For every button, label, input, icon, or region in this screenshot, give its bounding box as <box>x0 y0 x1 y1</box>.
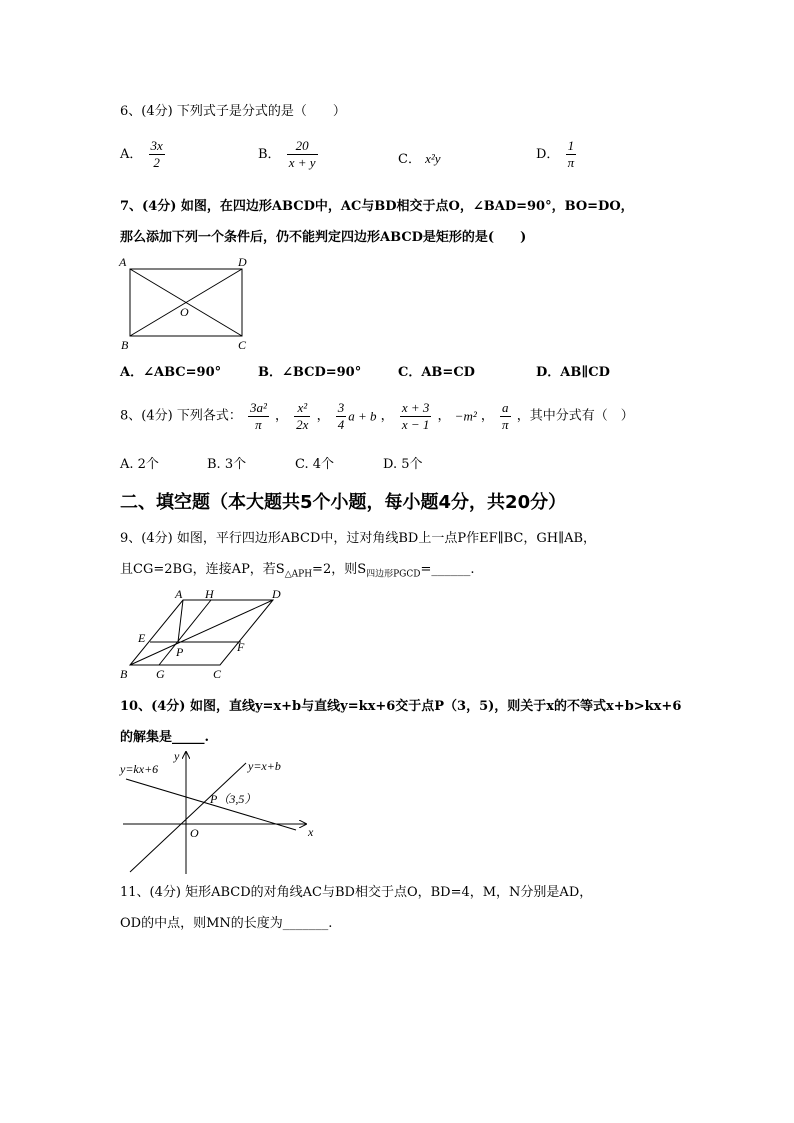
option-label: A． <box>120 147 143 162</box>
q8-option-c[interactable]: C. 4个 <box>295 457 335 472</box>
line-label-x-plus-b: y=x+b <box>248 759 281 773</box>
origin-label: O <box>190 826 199 840</box>
point-p-label: P（3,5） <box>210 792 257 806</box>
option-label: B． <box>258 147 281 162</box>
segment-gh <box>159 600 211 665</box>
option-label: C． <box>398 152 421 167</box>
q7-option-a[interactable]: A．∠ABC=90° <box>120 365 222 380</box>
q6-option-d[interactable] <box>536 138 578 171</box>
section-title: 二、填空题（本大题共5个小题，每小题4分，共20分） <box>120 492 567 513</box>
fraction: $\frac{a}{\pi}$ <box>502 400 509 432</box>
q7-line2: 那么添加下列一个条件后，仍不能判定四边形ABCD是矩形的是( ) <box>120 230 527 245</box>
q6-option-a[interactable] <box>120 138 167 171</box>
label-o: O <box>180 305 189 319</box>
q7-figure-rectangle <box>115 252 260 352</box>
label-p: P <box>176 645 184 659</box>
q11-line1: 11、(4分) 矩形ABCD的对角线AC与BD相交于点O，BD=4，M，N分别是AD， <box>120 885 593 900</box>
q8-option-a[interactable]: A. 2个 <box>120 457 159 472</box>
label-c: C <box>238 338 247 352</box>
diagonal-bd <box>130 600 273 665</box>
q9-line2: 且CG=2BG，连接AP，若$S_{\triangle APH}=2$，则$S_{四边形PGCD}=\_\_\_\_\_\_$. <box>120 562 475 580</box>
fraction: $\frac{3x}{2}$ <box>150 138 163 170</box>
q8-stem-prefix: 8、(4分) 下列各式： <box>120 408 242 424</box>
label-d: D <box>238 255 247 269</box>
q7-line1: 7、(4分) 如图，在四边形ABCD中，AC与BD相交于点O，∠BAD=90°，BO=DO， <box>120 199 634 214</box>
q7-option-c[interactable]: C．AB=CD <box>398 365 475 380</box>
q8-option-d[interactable]: D. 5个 <box>383 457 423 472</box>
label-b: B <box>120 667 128 681</box>
expression: x²y <box>425 151 441 166</box>
fraction: $\frac{\text{x²}}{2x}$ <box>296 400 309 432</box>
expression: a + b <box>348 408 377 424</box>
line-label-kx-plus-6: y=kx+6 <box>120 762 159 776</box>
label-h: H <box>205 588 214 601</box>
q8-stem: 8、(4分) 下列各式： $\frac{\text{3a²}}{\pi}$ ， $\frac{\text{x²}}{2x}$ ， $\frac{3}{4}$ a + b ， $\frac{x + 3}{x - 1}$ ， −m² ， $\frac{a}{\pi}$ ，其中分式有（ ） <box>120 400 634 432</box>
q10-line1: 10、(4分) 如图，直线y=x+b与直线y=kx+6交于点P（3，5)，则关于x的不等式x+b>kx+6 <box>120 699 682 714</box>
q6-stem: 6、(4分) 下列式子是分式的是（ ） <box>120 104 346 119</box>
label-a: A <box>175 588 183 601</box>
label-c: C <box>213 667 222 681</box>
fraction: $\frac{\text{3a²}}{\pi}$ <box>249 400 267 432</box>
q9-figure-parallelogram <box>115 588 295 683</box>
fraction: $\frac{20}{x + y}$ <box>288 138 316 170</box>
q10-line2: 的解集是_____. <box>120 730 210 745</box>
fraction: $\frac{1}{\pi}$ <box>567 138 575 170</box>
fraction: $\frac{x + 3}{x - 1}$ <box>401 400 430 432</box>
label-f: F <box>237 640 245 654</box>
y-axis-label: y <box>174 749 180 763</box>
q8-option-b[interactable]: B. 3个 <box>207 457 247 472</box>
q6-option-c[interactable] <box>398 150 441 169</box>
label-a: A <box>119 255 127 269</box>
expression: −m² <box>454 408 477 424</box>
q10-figure-graph <box>118 748 328 878</box>
q7-option-d[interactable]: D．AB∥CD <box>536 365 610 380</box>
q11-line2: OD的中点，则MN的长度为_______. <box>120 916 333 931</box>
line-x-plus-b <box>130 763 246 872</box>
label-e: E <box>138 631 146 645</box>
label-g: G <box>156 667 165 681</box>
label-b: B <box>121 338 129 352</box>
q6-option-b[interactable] <box>258 138 320 171</box>
q8-stem-suffix: ，其中分式有（ ） <box>516 408 634 424</box>
fraction: $\frac{3}{4}$ <box>337 400 345 432</box>
option-label: D． <box>536 147 560 162</box>
x-axis-label: x <box>308 825 314 839</box>
label-d: D <box>272 588 281 601</box>
q9-line1: 9、(4分) 如图，平行四边形ABCD中，过对角线BD上一点P作EF∥BC，GH∥AB， <box>120 531 597 546</box>
q7-option-b[interactable]: B．∠BCD=90° <box>258 365 362 380</box>
